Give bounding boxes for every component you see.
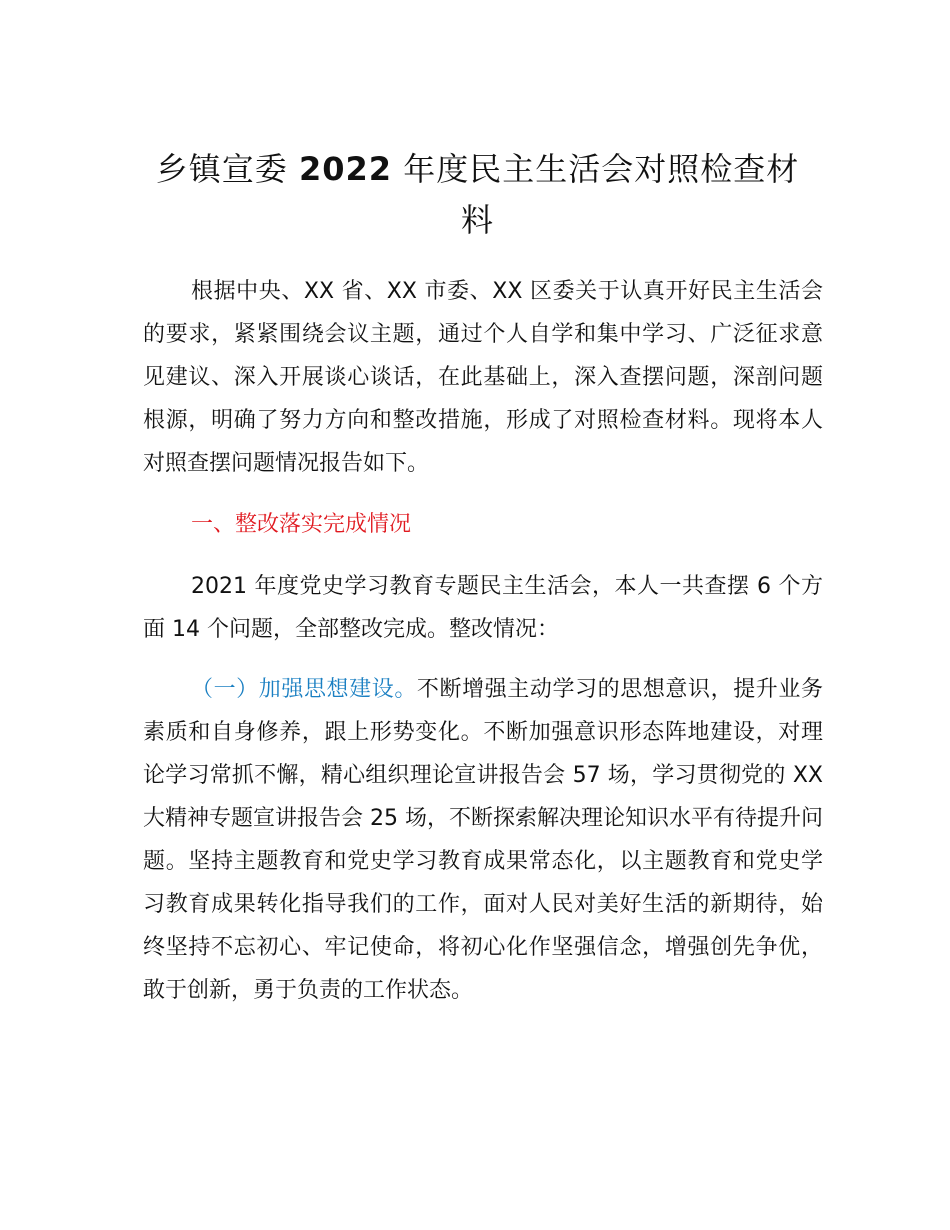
title-text-suffix: 年度民主生活会对照检查材料 [392,150,800,239]
section-heading-1: 一、整改落实完成情况 [191,512,412,537]
item1-heading: （一）加强思想建设。 [191,677,417,702]
intro-paragraph: 根据中央、XX 省、XX 市委、XX 区委关于认真开好民主生活会的要求，紧紧围绕会议主题，通过个人自学和集中学习、广泛征求意见建议、深入开展谈心谈话，在此基础上，深入查摆问题，深剖问题根源，明确了努力方向和整改措施，形成了对照检查材料。现将本人对照查摆问题情况报告如下。 [143,279,823,476]
section1-intro-paragraph: 2021 年度党史学习教育专题民主生活会，本人一共查摆 6 个方面 14 个问题，全部整改完成。整改情况： [143,574,823,642]
document-title [140,144,815,246]
title-text-prefix: 乡镇宣委 [155,150,299,188]
item1-body: 不断增强主动学习的思想意识，提升业务素质和自身修养，跟上形势变化。不断加强意识形态阵地建设，对理论学习常抓不懈，精心组织理论宣讲报告会 57 场，学习贯彻党的 XX 大精神专题宣讲报告会 25 场，不断探索解决理论知识水平有待提升问题。坚持主题教育和党史学习教育成果常态化，以主题教育和党史学习教育成果转化指导我们的工作，面对人民对美好生活的新期待，始终坚持不忘初心、牢记使命，将初心化作坚强信念，增强创先争优，敢于创新，勇于负责的工作状态。 [143,677,823,1003]
item1-paragraph [143,668,823,1012]
title-year: 2022 [298,150,393,188]
